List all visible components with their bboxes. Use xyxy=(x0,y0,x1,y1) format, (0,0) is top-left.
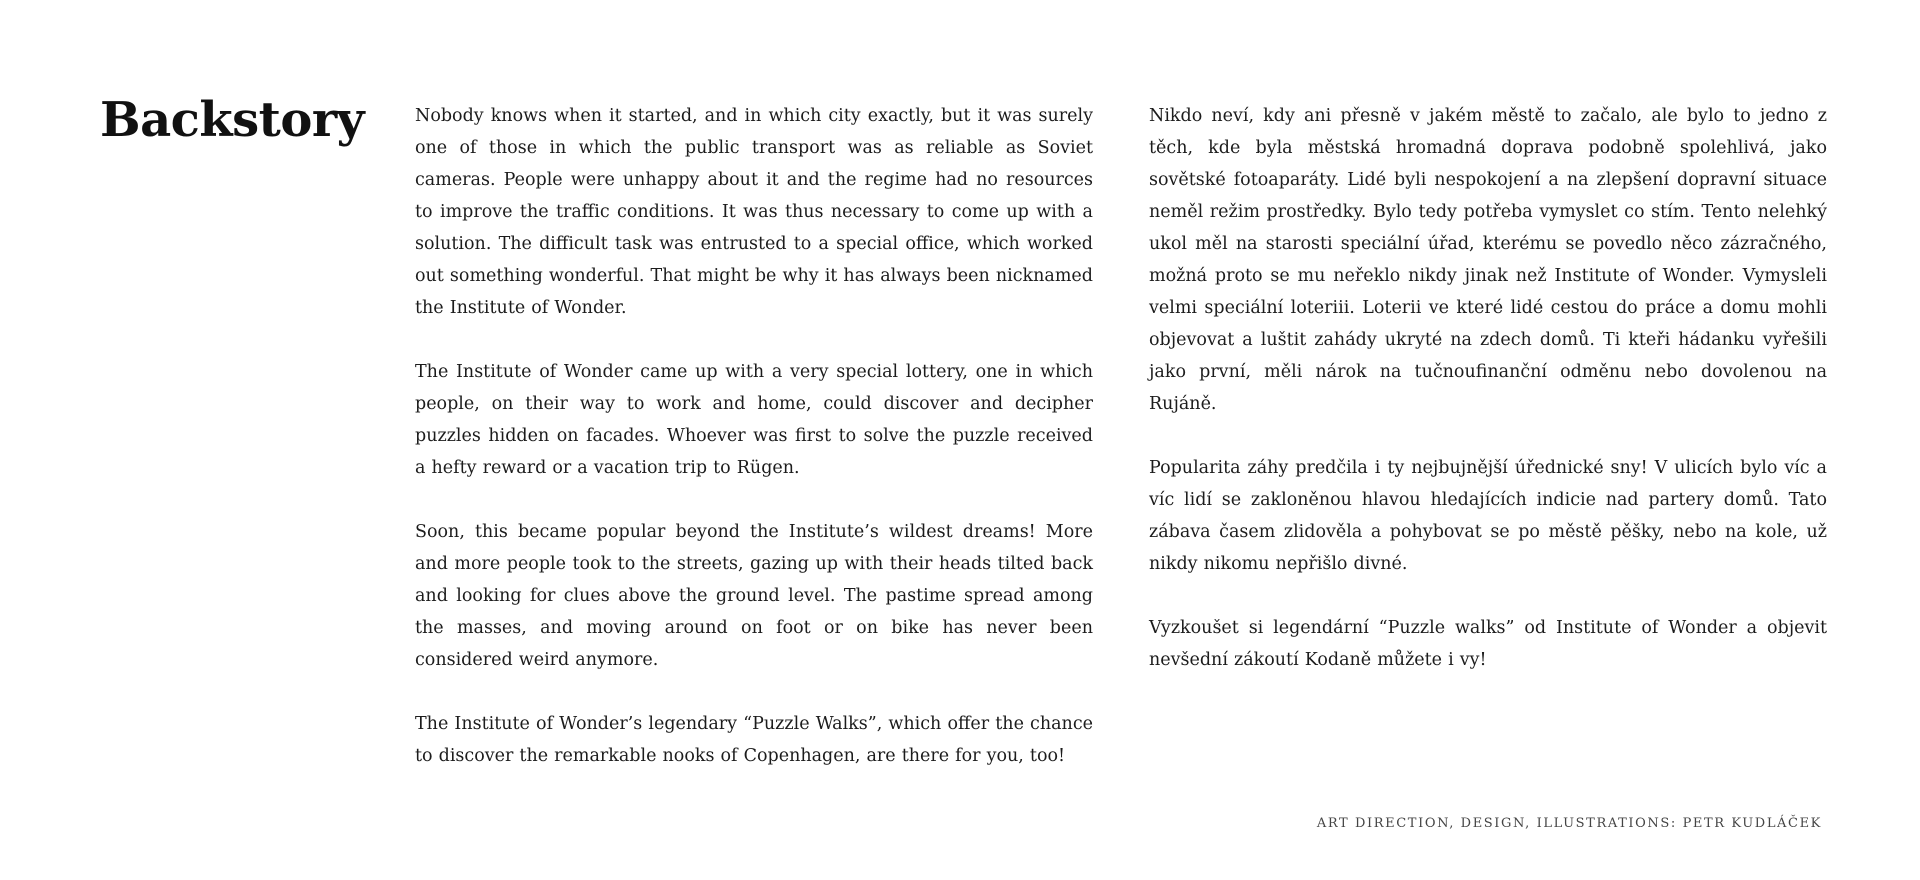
czech-paragraph-2: Popularita záhy predčila i ty nejbujnější úřednické sny! V ulicích bylo víc a víc lidí se zakloněnou hlavou hledajících indicie nad partery domů. Tato zábava časem zlidověla a pohybovat se po městě pěšky, nebo na kole, už nikdy nikomu nepřišlo divné. xyxy=(1149,458,1827,574)
english-paragraph-4: The Institute of Wonder’s legendary “Puzzle Walks”, which offer the chance to discover the remarkable nooks of Copenhagen, are there for you, too! xyxy=(415,714,1093,766)
page-title: Backstory xyxy=(100,92,365,148)
credits-line: ART DIRECTION, DESIGN, ILLUSTRATIONS: PETR KUDLÁČEK xyxy=(1316,816,1822,831)
czech-column xyxy=(1149,100,1827,708)
english-paragraph-1: Nobody knows when it started, and in which city exactly, but it was surely one of those in which the public transport was as reliable as Soviet cameras. People were unhappy about it and the regime had no resources to improve the traffic conditions. It was thus necessary to come up with a solution. The difficult task was entrusted to a special office, which worked out something wonderful. That might be why it has always been nicknamed the Institute of Wonder. xyxy=(415,106,1093,318)
czech-paragraph-1: Nikdo neví, kdy ani přesně v jakém městě to začalo, ale bylo to jedno z těch, kde byla městská hromadná doprava podobně spolehlivá, jako sovětské fotoaparáty. Lidé byli nespokojení a na zlepšení dopravní situace neměl režim prostředky. Bylo tedy potřeba vymyslet co stím. Tento nelehký ukol měl na starosti speciální úřad, kterému se povedlo něco zázračného, možná proto se mu neřeklo nikdy jinak než Institute of Wonder. Vymysleli velmi speciální loteriii. Loterii ve které lidé cestou do práce a domu mohli objevovat a luštit zahády ukryté na zdech domů. Ti kteři hádanku vyřešili jako první, měli nárok na tučnoufinanční odměnu nebo dovolenou na Rujáně. xyxy=(1149,106,1827,414)
english-column xyxy=(415,100,1093,804)
czech-paragraph-3: Vyzkoušet si legendární “Puzzle walks” od Institute of Wonder a objevit nevšední zákoutí Kodaně můžete i vy! xyxy=(1149,618,1827,670)
english-paragraph-3: Soon, this became popular beyond the Institute’s wildest dreams! More and more people took to the streets, gazing up with their heads tilted back and looking for clues above the ground level. The pastime spread among the masses, and moving around on foot or on bike has never been considered weird anymore. xyxy=(415,522,1093,670)
english-paragraph-2: The Institute of Wonder came up with a very special lottery, one in which people, on their way to work and home, could discover and decipher puzzles hidden on facades. Whoever was first to solve the puzzle received a hefty reward or a vacation trip to Rügen. xyxy=(415,362,1093,478)
